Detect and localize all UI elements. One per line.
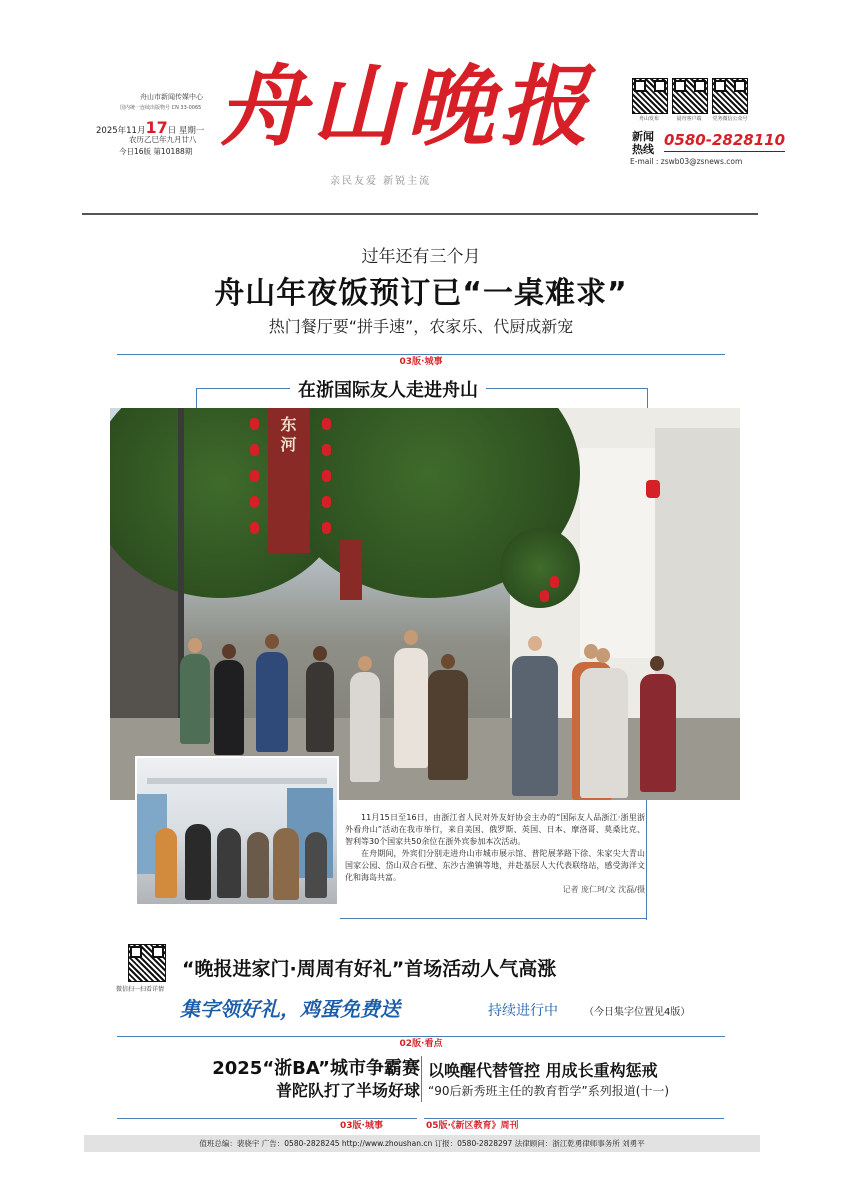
email-address[interactable]: E-mail : zswb03@zsnews.com xyxy=(630,157,743,166)
lead-subhead: 热门餐厅要“拼手速”，农家乐、代厨成新宠 xyxy=(268,317,574,336)
serial-number: 国内统一连续出版物号 CN 33-0065 xyxy=(120,105,202,111)
promo-note: （今日集字位置见4版） xyxy=(584,1007,691,1018)
caption-paragraph: 11月15日至16日，由浙江省人民对外友好协会主办的“国际友人品浙江·浙里浙外看舟山”活动在我市举行，来自美国、俄罗斯、英国、日本、摩洛哥、莫桑比克、智利等30个国家共50余位在浙外宾参加本次活动。 xyxy=(345,813,645,846)
section-tag-wrap xyxy=(0,1031,842,1050)
section-tag[interactable]: 03版·城事 xyxy=(394,357,449,367)
section-tag-wrap xyxy=(0,349,842,368)
newspaper-logo: 舟山晚报 xyxy=(218,54,595,158)
lead-kicker: 过年还有三个月 xyxy=(361,247,481,267)
story-frame-bottom xyxy=(340,918,647,919)
masthead-divider xyxy=(82,213,758,215)
photo-story-title[interactable]: 在浙国际友人走进舟山 xyxy=(290,376,486,402)
education-headline[interactable]: 以唤醒代替管控 用成长重构惩戒 xyxy=(428,1061,658,1080)
date-suffix: 日 星期一 xyxy=(167,126,205,136)
photo-caption xyxy=(345,812,645,896)
story-frame-right xyxy=(646,800,647,920)
lunar-date: 农历乙巳年九月廿八 xyxy=(129,135,197,144)
section-tag[interactable]: 05版·《新区教育》周刊 xyxy=(420,1121,524,1131)
promo-subheadline[interactable]: 集字领好礼，鸡蛋免费送 xyxy=(180,997,400,1021)
qr-label: 党务微信公众号 xyxy=(712,116,748,122)
qr-code-icon[interactable] xyxy=(632,78,668,114)
lead-headline[interactable]: 舟山年夜饭预订已“一桌难求” xyxy=(214,276,628,311)
caption-paragraph: 在舟期间，外宾们分别走进舟山市城市展示馆、普陀展茅路下徐、朱家尖大青山国家公园、岱山双合石壁、东沙古渔镇等地，并赴基层人大代表联络站，感受海洋文化和海岛共富。 xyxy=(345,849,645,882)
qr-code-icon[interactable] xyxy=(712,78,748,114)
issue-number: 今日16版 第10188期 xyxy=(119,147,193,156)
promo-qr-code-icon[interactable] xyxy=(128,944,166,982)
promo-status: 持续进行中 xyxy=(488,1003,558,1019)
publisher-name: 舟山市新闻传媒中心 xyxy=(140,93,203,101)
main-photo xyxy=(110,408,740,800)
street-sign-text: 东河 xyxy=(278,416,297,456)
section-tag[interactable]: 02版·看点 xyxy=(394,1039,449,1049)
qr-label: 舟山发布 xyxy=(638,116,659,122)
section-tag-wrap xyxy=(334,1113,389,1132)
hotline-label: 新闻热线 xyxy=(632,130,654,156)
promo-headline[interactable]: “晚报进家门·周周有好礼”首场活动人气高涨 xyxy=(182,958,557,980)
qr-code-icon[interactable] xyxy=(672,78,708,114)
sports-headline[interactable]: 2025“浙BA”城市争霸赛 xyxy=(212,1058,420,1079)
section-tag-wrap xyxy=(420,1113,524,1132)
promo-qr-label: 微信扫一扫看详情 xyxy=(116,986,165,993)
sports-subheadline: 普陀队打了半场好球 xyxy=(275,1081,420,1100)
inset-photo xyxy=(135,756,339,906)
photo-credit: 记者 庞仁珂/文 沈磊/摄 xyxy=(562,885,645,894)
date-day: 17 xyxy=(145,118,168,137)
footer-info: 值班总编：裴骁宇 广告：0580-2828245 http://www.zhoushan.cn 订报：0580-2828297 法律顾问：浙江乾勇律师事务所 刘勇平 xyxy=(84,1135,760,1152)
education-subheadline: “90后新秀班主任的教育哲学”系列报道(十一) xyxy=(428,1084,670,1098)
slogan: 亲民友爱 新锐主流 xyxy=(330,176,432,187)
section-tag[interactable]: 03版·城事 xyxy=(334,1121,389,1131)
qr-label: 晨舟客户端 xyxy=(676,116,702,122)
column-divider xyxy=(421,1056,422,1102)
hotline-number[interactable]: 0580-2828110 xyxy=(664,131,785,152)
date-prefix: 2025年11月 xyxy=(96,126,146,136)
